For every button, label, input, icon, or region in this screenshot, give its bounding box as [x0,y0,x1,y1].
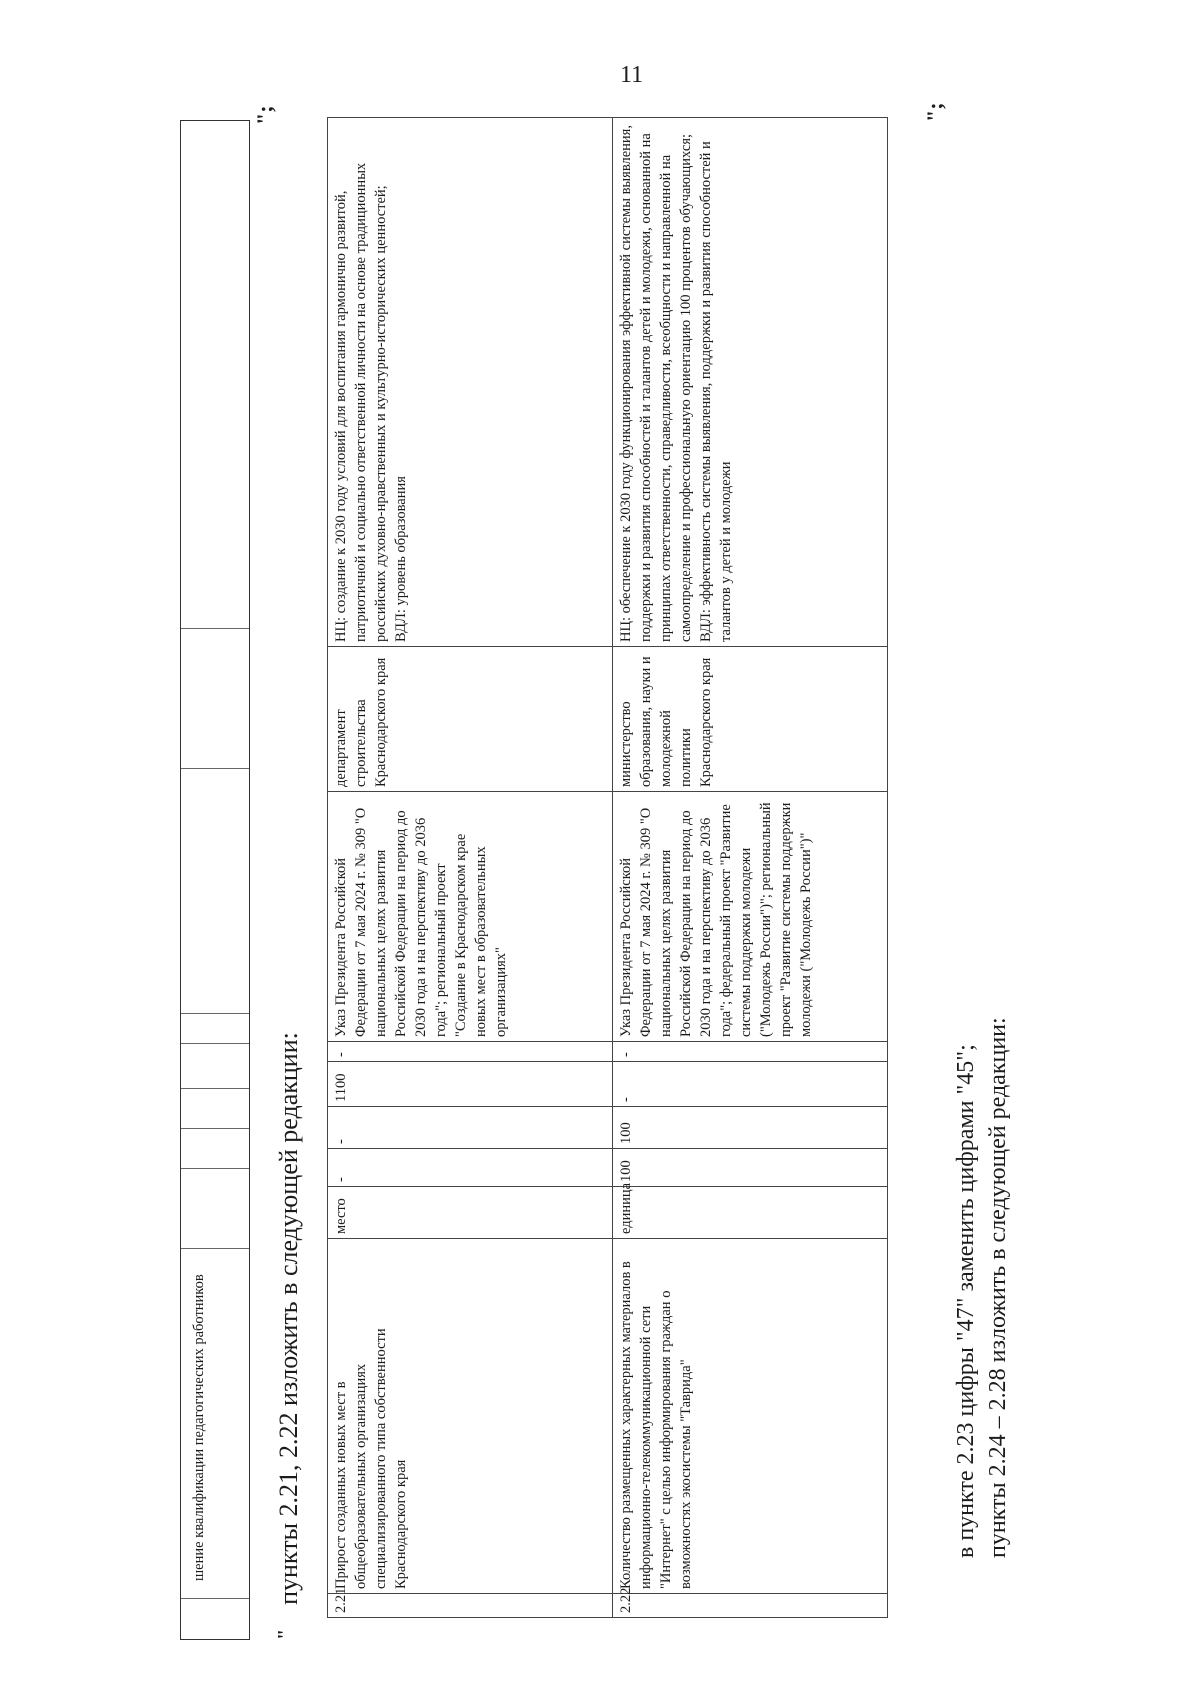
fragment-divider [181,1128,249,1129]
value-cell: - [613,1062,888,1107]
rotated-landscape-sheet [180,0,1050,1640]
closing-line-2: пункты 2.24 – 2.28 изложить в следующей редакции: [985,1017,1011,1558]
intro-line [274,1032,304,1640]
value-cell: - [328,1149,613,1187]
closing-text [950,1017,1014,1558]
value-cell: 100 [613,1149,888,1187]
fragment-divider [181,628,249,629]
value-cell: 1100 [328,1062,613,1107]
intro-quote: " [274,1628,296,1640]
fragment-divider [181,1248,249,1249]
row-number: 2.21 [328,1594,613,1618]
fragment-divider [181,768,249,769]
fragment-divider [181,1013,249,1014]
previous-table-fragment [180,120,250,1640]
responsible-body: департамент строительства Краснодарского края [328,647,613,792]
table-closing-quote: "; [922,102,947,122]
unit: единица [613,1187,888,1239]
closing-line-1: в пункте 2.23 цифры "47" заменить цифрами "45"; [953,1044,979,1558]
value-cell: 100 [613,1107,888,1149]
indicator-name: Количество размещенных характерных материалов в информационно-телекоммуникационной сети "Интернет" с целью информирования граждан о возможностях экосистемы "Таврида" [613,1239,888,1594]
table-row [328,118,613,1618]
indicators-table [327,117,888,1618]
fragment-divider [181,1168,249,1169]
national-goal: НЦ: создание к 2030 году условий для воспитания гармонично развитой, патриотичной и социально ответственной личности на основе традиционных российских духовно-нравственных и культурно-исторических ценностей; ВДЛ: уровень образования [328,118,613,647]
page-number: 11 [620,62,644,88]
legal-basis: Указ Президента Российской Федерации от 7 мая 2024 г. № 309 "О национальных целях развития Российской Федерации на период до 2030 года и на перспективу до 2036 года"; федеральный проект "Развитие системы поддержки молодежи ("Молодежь России")"; региональный проект "Развитие системы поддержки молодежи ("Молодежь России")" [613,792,888,1042]
value-cell: - [328,1107,613,1149]
fragment-closing-quote: "; [252,105,277,125]
intro-text: пункты 2.21, 2.22 изложить в следующей редакции: [274,1032,303,1605]
value-cell: - [328,1042,613,1062]
fragment-text: шение квалификации педагогических работников [191,1274,207,1581]
fragment-divider [181,1088,249,1089]
indicator-name: Прирост созданных новых мест в общеобразовательных организациях специализированного типа собственности Краснодарского края [328,1239,613,1594]
value-cell: - [613,1042,888,1062]
national-goal: НЦ: обеспечение к 2030 году функционирования эффективной системы выявления, поддержки и развития способностей и талантов детей и молодежи, основанной на принципах ответственности, справедливости, всеобщности и направленной на самоопределение и профессиональную ориентацию 100 процентов обучающихся; ВДЛ: эффективность системы выявления, поддержки и развития способностей и талантов у детей и молодежи [613,118,888,647]
row-number: 2.22 [613,1594,888,1618]
unit: место [328,1187,613,1239]
responsible-body: министерство образования, науки и молодежной политики Краснодарского края [613,647,888,792]
table-row [613,118,888,1618]
fragment-divider [181,1043,249,1044]
legal-basis: Указ Президента Российской Федерации от 7 мая 2024 г. № 309 "О национальных целях развития Российской Федерации на период до 2030 года и на перспективу до 2036 года"; региональный проект "Создание в Краснодарском крае новых мест в образовательных организациях" [328,792,613,1042]
fragment-divider [181,1598,249,1599]
